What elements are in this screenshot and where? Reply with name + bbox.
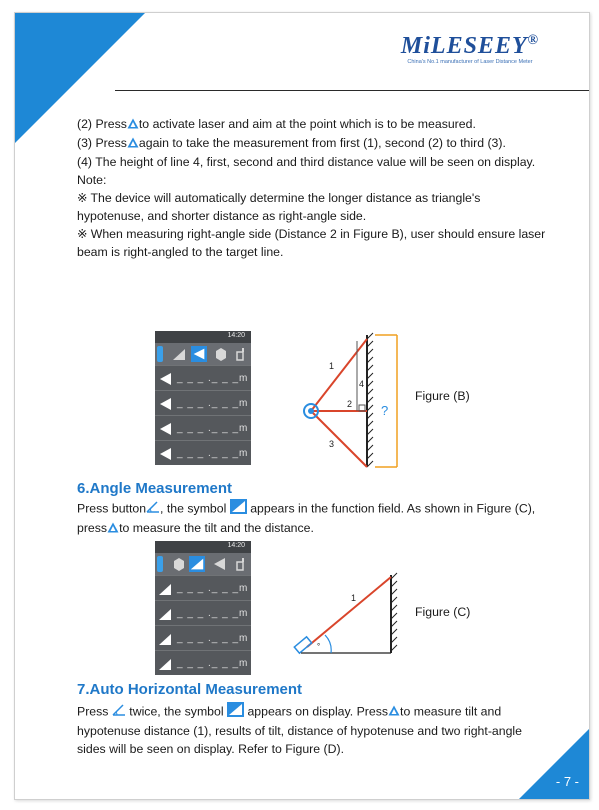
function-bar — [155, 553, 251, 575]
auto-horizontal-symbol-icon — [227, 702, 244, 722]
angle-icon — [158, 657, 172, 671]
measure-button-icon — [388, 703, 400, 721]
note-heading: Note: — [77, 172, 107, 187]
status-bar: 14:20 — [155, 331, 251, 343]
pythagoras-icon — [191, 346, 207, 362]
brand-name: MiLESEEY® — [400, 33, 540, 59]
triangle-icon — [158, 372, 172, 386]
triangle-icon — [158, 397, 172, 411]
volume-icon — [171, 556, 187, 572]
step-3: (3) Press again to take the measurement from first (1), second (2) to third (3). — [77, 134, 547, 153]
measure-button-icon — [107, 520, 119, 538]
figure-c-diagram — [281, 569, 411, 665]
svg-text:°: ° — [317, 642, 321, 651]
note-1: ※ The device will automatically determine the longer distance as triangle's hypotenuse, and shorter distance as right-angle side. — [77, 190, 481, 223]
manual-page — [14, 12, 590, 800]
angle-button-icon — [112, 703, 126, 721]
svg-text:4: 4 — [359, 379, 365, 389]
device-screen-c — [155, 541, 251, 675]
angle-button-icon — [146, 500, 160, 518]
figure-c-caption: Figure (C) — [415, 605, 471, 619]
reference-icon — [233, 556, 249, 572]
section-6-heading: 6.Angle Measurement — [77, 480, 233, 497]
section-6-body: Press button , the symbol appears in the function field. As shown in Figure (C), press to measure the tilt and the distance. — [77, 499, 547, 538]
reading-row: _ _ _ ._ _ _m — [155, 390, 251, 417]
reading-row: _ _ _ ._ _ _m — [155, 600, 251, 627]
svg-text:1: 1 — [351, 593, 357, 603]
device-screen-b — [155, 331, 251, 465]
reading-row: _ _ _ ._ _ _m — [155, 625, 251, 652]
svg-text:3: 3 — [329, 439, 335, 449]
angle-icon — [158, 582, 172, 596]
brand-logo — [365, 33, 575, 65]
brand-tagline: China's No.1 manufacturer of Laser Distance Meter — [407, 59, 533, 65]
section-7-body: Press twice, the symbol appears on display. Press to measure tilt and hypotenuse distance (1), results of tilt, distance of hypotenuse and two right-angle sides will be seen on display. Refer to Figure (D). — [77, 702, 547, 758]
reading-row: _ _ _ ._ _ _m — [155, 415, 251, 442]
triangle-icon — [158, 447, 172, 461]
battery-icon — [157, 556, 163, 572]
angle-symbol-icon — [230, 499, 247, 519]
reading-row: _ _ _ ._ _ _m — [155, 650, 251, 677]
angle-icon — [158, 607, 172, 621]
pythagoras-icon — [211, 556, 227, 572]
area-icon — [171, 346, 187, 362]
figure-b-caption: Figure (B) — [415, 389, 470, 403]
angle-icon — [158, 632, 172, 646]
reading-row: _ _ _ ._ _ _m — [155, 440, 251, 467]
section-7-heading: 7.Auto Horizontal Measurement — [77, 681, 303, 698]
angle-mode-icon — [189, 556, 205, 572]
page-number: - 7 - — [555, 774, 579, 789]
laser-meter-icon — [294, 637, 311, 653]
svg-text:?: ? — [381, 403, 389, 418]
volume-icon — [213, 346, 229, 362]
battery-icon — [157, 346, 163, 362]
svg-text:1: 1 — [329, 361, 335, 371]
step-2: (2) Press to activate laser and aim at the point which is to be measured. — [77, 115, 547, 134]
reading-row: _ _ _ ._ _ _m — [155, 365, 251, 392]
reading-row: _ _ _ ._ _ _m — [155, 575, 251, 602]
step-4: (4) The height of line 4, first, second and third distance value will be seen on display. — [77, 154, 536, 169]
measure-button-icon — [127, 135, 139, 153]
triangle-icon — [158, 422, 172, 436]
measure-button-icon — [127, 116, 139, 134]
status-bar: 14:20 — [155, 541, 251, 553]
svg-text:2: 2 — [347, 399, 353, 409]
figure-b-diagram — [285, 331, 405, 471]
reference-icon — [233, 346, 249, 362]
function-bar — [155, 343, 251, 365]
note-2: ※ When measuring right-angle side (Distance 2 in Figure B), user should ensure laser beam is right-angled to the target line. — [77, 226, 546, 259]
header-divider — [115, 90, 589, 91]
instructions-block — [77, 115, 547, 261]
